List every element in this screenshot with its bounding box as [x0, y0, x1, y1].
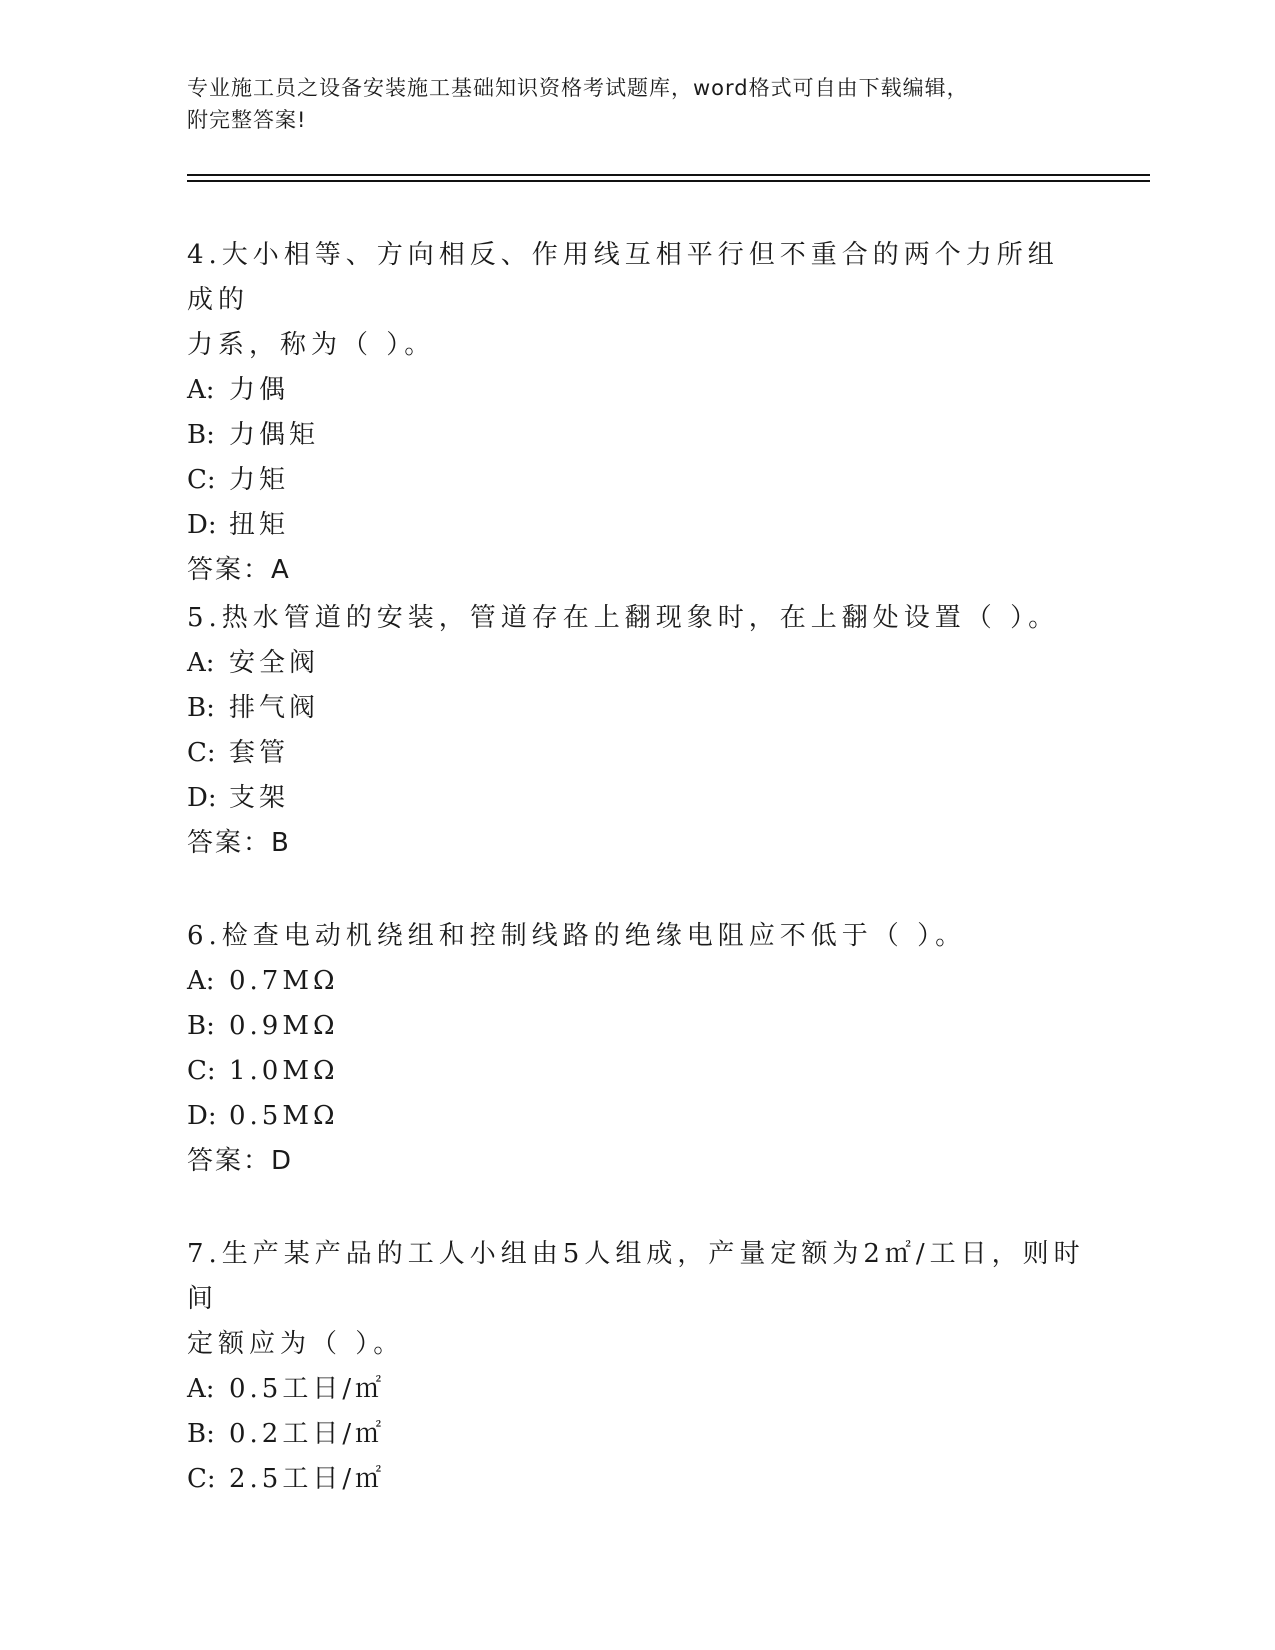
answer-line: 答案：A	[187, 555, 291, 585]
document-header	[187, 72, 1067, 136]
option-key: D:	[187, 1101, 217, 1131]
option-text: 2.5工日/㎡	[229, 1464, 386, 1494]
option-b	[187, 413, 1087, 458]
option-text: 1.0MΩ	[229, 1056, 339, 1086]
option-key: C:	[187, 738, 216, 768]
option-text: 排气阀	[229, 693, 320, 723]
answer-line: 答案：D	[187, 1146, 294, 1176]
option-a	[187, 641, 1087, 686]
option-text: 扭矩	[229, 510, 290, 540]
option-text: 0.9MΩ	[229, 1011, 339, 1041]
option-text: 0.5MΩ	[229, 1101, 339, 1131]
option-key: A:	[187, 966, 215, 996]
question-stem-line-1: 7.生产某产品的工人小组由5人组成，产量定额为2㎡/工日，则时间	[187, 1239, 1085, 1314]
header-line-2: 附完整答案!	[187, 108, 307, 132]
option-c	[187, 731, 1087, 776]
option-text: 0.2工日/㎡	[229, 1419, 386, 1449]
option-a	[187, 368, 1087, 413]
option-b	[187, 1004, 1087, 1049]
option-key: C:	[187, 1056, 216, 1086]
option-text: 0.7MΩ	[229, 966, 339, 996]
option-key: C:	[187, 1464, 216, 1494]
option-key: C:	[187, 465, 216, 495]
option-text: 安全阀	[229, 648, 320, 678]
option-key: B:	[187, 1011, 215, 1041]
option-c	[187, 1457, 1087, 1502]
header-divider-bottom	[187, 180, 1150, 182]
option-b	[187, 1412, 1087, 1457]
option-a	[187, 959, 1087, 1004]
option-key: A:	[187, 648, 215, 678]
option-d	[187, 1094, 1087, 1139]
header-divider-top	[187, 174, 1150, 176]
question-stem-line-2: 力系，称为（ ）。	[187, 330, 436, 360]
option-key: A:	[187, 375, 215, 405]
header-line-1: 专业施工员之设备安装施工基础知识资格考试题库，word格式可自由下载编辑，	[187, 76, 969, 100]
question-stem-line-1: 5.热水管道的安装，管道存在上翻现象时，在上翻处设置（ ）。	[187, 603, 1060, 633]
question-4	[187, 233, 1087, 593]
option-d	[187, 776, 1087, 821]
option-c	[187, 458, 1087, 503]
option-key: D:	[187, 510, 217, 540]
answer-line: 答案：B	[187, 828, 291, 858]
question-stem-line-1: 4.大小相等、方向相反、作用线互相平行但不重合的两个力所组成的	[187, 240, 1059, 315]
question-6	[187, 914, 1087, 1184]
option-text: 支架	[229, 783, 290, 813]
option-d	[187, 503, 1087, 548]
option-key: B:	[187, 1419, 215, 1449]
option-text: 力矩	[229, 465, 290, 495]
question-5	[187, 596, 1087, 866]
option-key: B:	[187, 420, 215, 450]
option-text: 力偶	[229, 375, 290, 405]
option-a	[187, 1367, 1087, 1412]
question-stem-line-2: 定额应为（ ）。	[187, 1329, 405, 1359]
option-key: A:	[187, 1374, 215, 1404]
option-text: 套管	[229, 738, 290, 768]
option-b	[187, 686, 1087, 731]
question-7	[187, 1232, 1087, 1502]
question-stem-line-1: 6.检查电动机绕组和控制线路的绝缘电阻应不低于（ ）。	[187, 921, 967, 951]
option-key: B:	[187, 693, 215, 723]
option-key: D:	[187, 783, 217, 813]
option-c	[187, 1049, 1087, 1094]
option-text: 力偶矩	[229, 420, 320, 450]
option-text: 0.5工日/㎡	[229, 1374, 386, 1404]
